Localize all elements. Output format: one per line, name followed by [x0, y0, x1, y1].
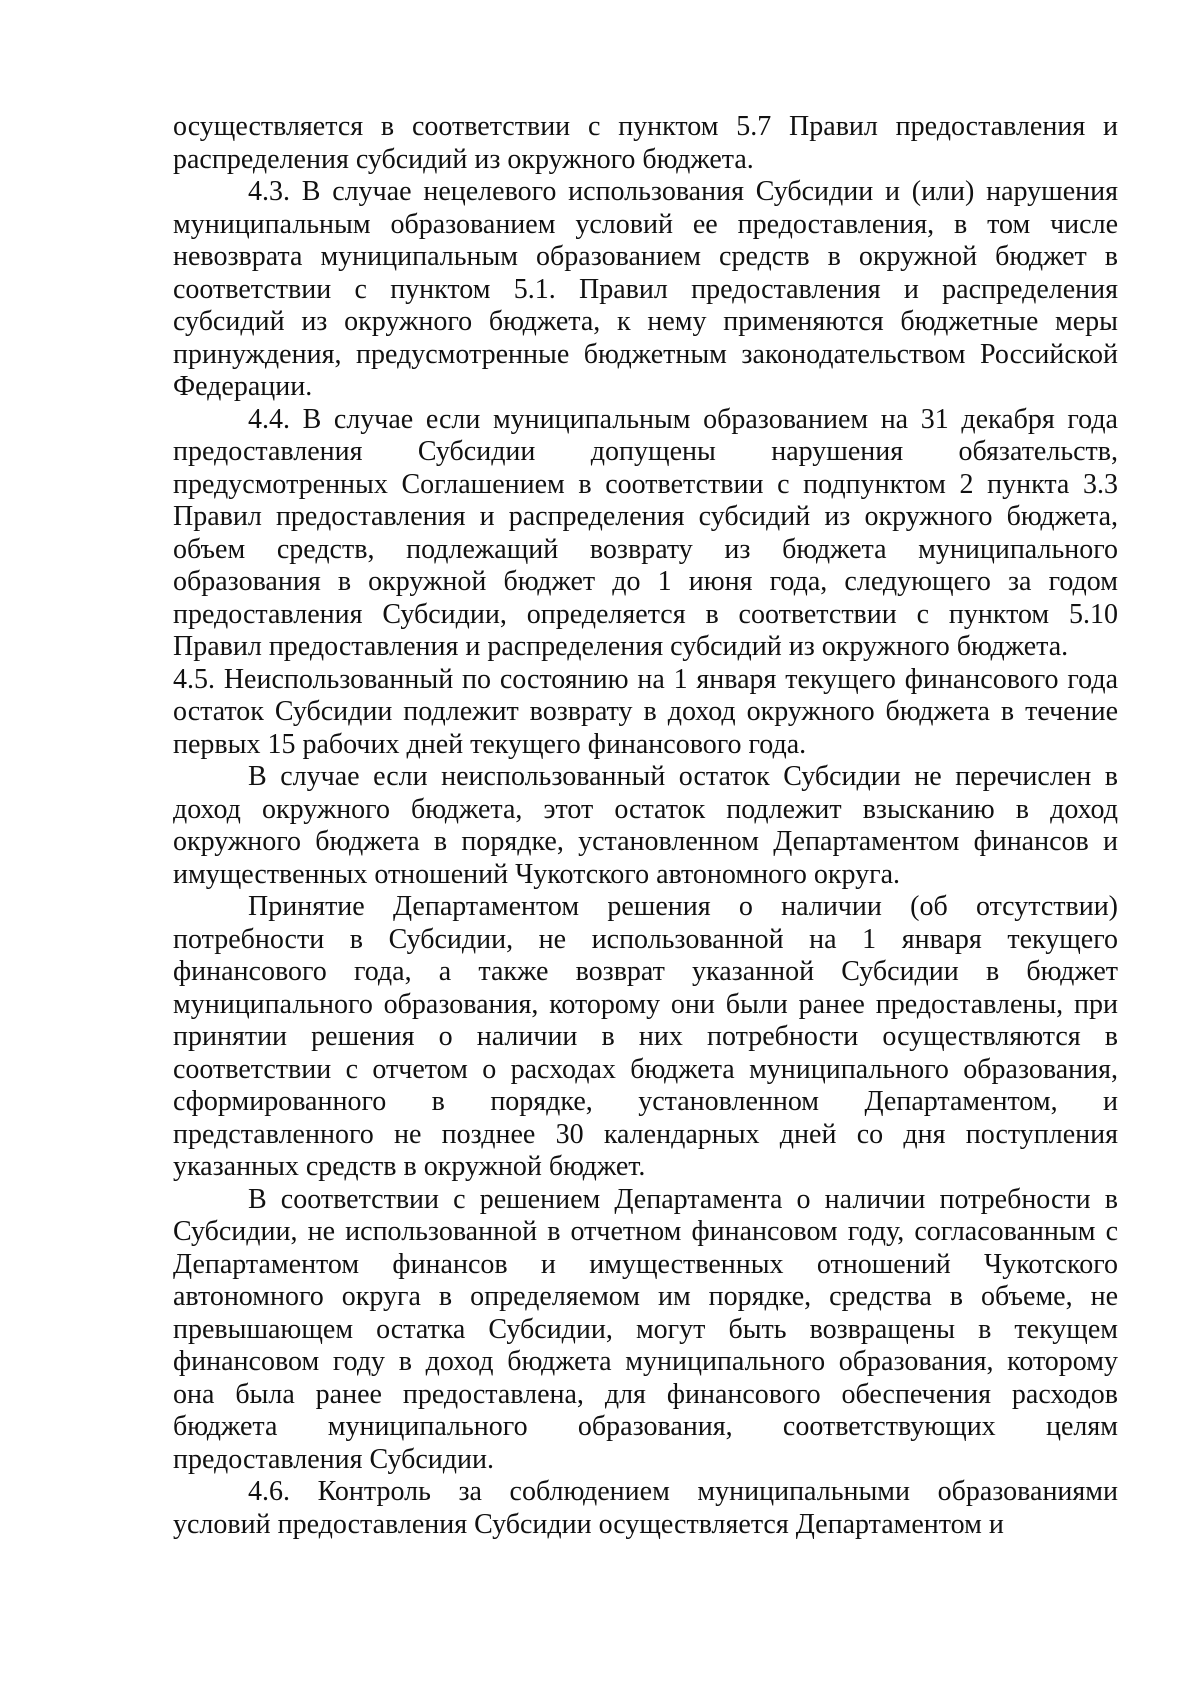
document-page	[173, 111, 1118, 1541]
paragraph-4-3: 4.3. В случае нецелевого использования Субсидии и (или) нарушения муниципальным образованием условий ее предоставления, в том числе невозврата муниципальным образованием средств в окружной бюджет в соответствии с пунктом 5.1. Правил предоставления и распределения субсидий из окружного бюджета, к нему применяются бюджетные меры принуждения, предусмотренные бюджетным законодательством Российской Федерации.	[173, 176, 1118, 402]
paragraph-4-6: 4.6. Контроль за соблюдением муниципальными образованиями условий предоставления Субсидии осуществляется Департаментом и	[173, 1476, 1118, 1540]
paragraph-4-5-recovery: В случае если неиспользованный остаток Субсидии не перечислен в доход окружного бюджета, этот остаток подлежит взысканию в доход окружного бюджета в порядке, установленном Департаментом финансов и имущественных отношений Чукотского автономного округа.	[173, 761, 1118, 890]
paragraph-4-5-decision: Принятие Департаментом решения о наличии (об отсутствии) потребности в Субсидии, не использованной на 1 января текущего финансового года, а также возврат указанной Субсидии в бюджет муниципального образования, которому они были ранее предоставлены, при принятии решения о наличии в них потребности осуществляются в соответствии с отчетом о расходах бюджета муниципального образования, сформированного в порядке, установленном Департаментом, и представленного не позднее 30 календарных дней со дня поступления указанных средств в окружной бюджет.	[173, 891, 1118, 1182]
paragraph-continuation: осуществляется в соответствии с пунктом 5.7 Правил предоставления и распределения субсидий из окружного бюджета.	[173, 111, 1118, 175]
paragraph-4-5-return: В соответствии с решением Департамента о наличии потребности в Субсидии, не использованной в отчетном финансовом году, согласованным с Департаментом финансов и имущественных отношений Чукотского автономного округа в определяемом им порядке, средства в объеме, не превышающем остатка Субсидии, могут быть возвращены в текущем финансовом году в доход бюджета муниципального образования, которому она была ранее предоставлена, для финансового обеспечения расходов бюджета муниципального образования, соответствующих целям предоставления Субсидии.	[173, 1183, 1118, 1475]
paragraph-4-4: 4.4. В случае если муниципальным образованием на 31 декабря года предоставления Субсидии допущены нарушения обязательств, предусмотренных Соглашением в соответствии с подпунктом 2 пункта 3.3 Правил предоставления и распределения субсидий из окружного бюджета, объем средств, подлежащий возврату из бюджета муниципального образования в окружной бюджет до 1 июня года, следующего за годом предоставления Субсидии, определяется в соответствии с пунктом 5.10 Правил предоставления и распределения субсидий из окружного бюджета.	[173, 403, 1118, 662]
paragraph-4-5: 4.5. Неиспользованный по состоянию на 1 января текущего финансового года остаток Субсидии подлежит возврату в доход окружного бюджета в течение первых 15 рабочих дней текущего финансового года.	[173, 663, 1118, 760]
